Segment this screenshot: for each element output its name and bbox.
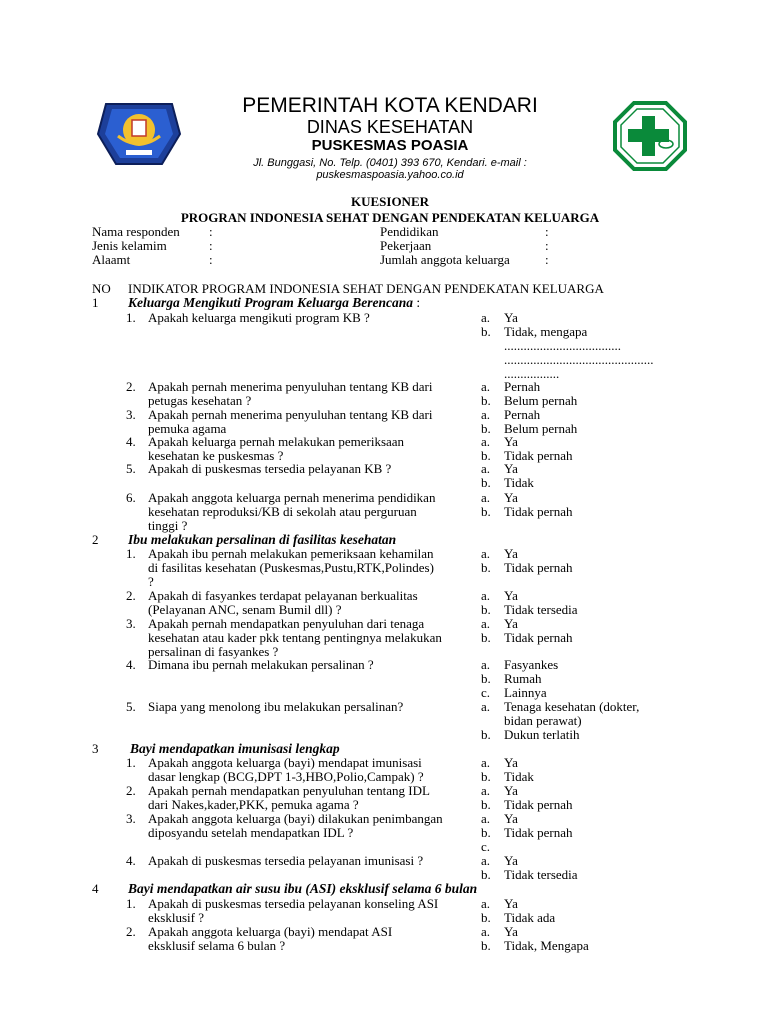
- option-letter: b.: [481, 797, 491, 812]
- question-text: eksklusif selama 6 bulan ?: [148, 938, 286, 953]
- option-text: Ya: [504, 490, 518, 505]
- answer-dots: ....................................: [504, 338, 621, 353]
- question-text: eksklusif ?: [148, 910, 204, 925]
- question-number: 5.: [126, 461, 136, 476]
- question-text: Apakah pernah menerima penyuluhan tentang KB dari: [148, 379, 433, 394]
- field-colon: :: [545, 224, 549, 239]
- section-title: Bayi mendapatkan imunisasi lengkap: [130, 741, 340, 756]
- table-head-no: NO: [92, 281, 111, 296]
- option-letter: a.: [481, 811, 491, 826]
- form-subtitle: PROGRAN INDONESIA SEHAT DENGAN PENDEKATAN KELUARGA: [180, 210, 600, 225]
- option-text: Ya: [504, 755, 518, 770]
- question-text: Apakah keluarga mengikuti program KB ?: [148, 310, 370, 325]
- question-text: (Pelayanan ANC, senam Bumil dll) ?: [148, 602, 342, 617]
- field-colon: :: [545, 252, 549, 267]
- option-text: Lainnya: [504, 685, 547, 700]
- option-letter: b.: [481, 324, 491, 339]
- option-text: Tidak: [504, 769, 534, 784]
- option-letter: b.: [481, 867, 491, 882]
- field-colon: :: [209, 224, 213, 239]
- option-letter: a.: [481, 924, 491, 939]
- question-text: Apakah di puskesmas tersedia pelayanan KB ?: [148, 461, 392, 476]
- question-text: kesehatan atau kader pkk tentang pentingnya melakukan: [148, 630, 442, 645]
- question-text: tinggi ?: [148, 518, 188, 533]
- field-pekerjaan: Pekerjaan: [380, 238, 432, 253]
- section-number: 1: [92, 295, 99, 310]
- section-number: 2: [92, 532, 99, 547]
- option-letter: a.: [481, 755, 491, 770]
- option-letter: b.: [481, 421, 491, 436]
- header-line3: PUSKESMAS POASIA: [311, 137, 469, 154]
- option-text: Ya: [504, 853, 518, 868]
- question-number: 2.: [126, 924, 136, 939]
- option-text: Rumah: [504, 671, 542, 686]
- option-letter: a.: [481, 657, 491, 672]
- header-address2: puskesmaspoasia.yahoo.co.id: [316, 169, 464, 181]
- option-letter: a.: [481, 616, 491, 631]
- option-letter: b.: [481, 630, 491, 645]
- section-title-suffix: :: [413, 295, 421, 310]
- question-text: Apakah pernah menerima penyuluhan tentang KB dari: [148, 407, 433, 422]
- option-letter: c.: [481, 685, 491, 700]
- question-number: 2.: [126, 783, 136, 798]
- question-number: 4.: [126, 657, 136, 672]
- option-letter: b.: [481, 671, 491, 686]
- option-text: Tidak tersedia: [504, 867, 578, 882]
- option-text: Tidak pernah: [504, 825, 573, 840]
- section-title: Bayi mendapatkan air susu ibu (ASI) eksklusif selama 6 bulan: [128, 881, 478, 896]
- field-nama-responden: Nama responden: [92, 224, 180, 239]
- section-title-text: Keluarga Mengikuti Program Keluarga Berencana: [128, 295, 414, 310]
- option-text: Tidak, mengapa: [504, 324, 588, 339]
- option-letter: a.: [481, 434, 491, 449]
- question-text: Apakah keluarga pernah melakukan pemeriksaan: [148, 434, 405, 449]
- option-text: bidan perawat): [504, 713, 582, 728]
- question-text: dasar lengkap (BCG,DPT 1-3,HBO,Polio,Campak) ?: [148, 769, 424, 784]
- field-colon: :: [209, 252, 213, 267]
- option-letter: b.: [481, 769, 491, 784]
- option-text: Ya: [504, 310, 518, 325]
- form-title: KUESIONER: [350, 194, 430, 209]
- option-text: Belum pernah: [504, 393, 578, 408]
- question-number: 1.: [126, 310, 136, 325]
- option-text: Tenaga kesehatan (dokter,: [504, 699, 640, 714]
- question-text: diposyandu setelah mendapatkan IDL ?: [148, 825, 354, 840]
- option-text: Ya: [504, 588, 518, 603]
- option-letter: a.: [481, 379, 491, 394]
- field-jumlah-anggota: Jumlah anggota keluarga: [380, 252, 510, 267]
- option-text: Tidak ada: [504, 910, 556, 925]
- option-text: Dukun terlatih: [504, 727, 580, 742]
- table-head-indicator: INDIKATOR PROGRAM INDONESIA SEHAT DENGAN PENDEKATAN KELUARGA: [128, 281, 604, 296]
- section-title: Ibu melakukan persalinan di fasilitas kesehatan: [128, 532, 397, 547]
- question-text: Apakah ibu pernah melakukan pemeriksaan kehamilan: [148, 546, 434, 561]
- header-line1: PEMERINTAH KOTA KENDARI: [242, 94, 538, 117]
- option-letter: a.: [481, 783, 491, 798]
- option-letter: b.: [481, 602, 491, 617]
- option-letter: b.: [481, 910, 491, 925]
- option-letter: b.: [481, 393, 491, 408]
- option-letter: b.: [481, 825, 491, 840]
- question-text: persalinan di fasyankes ?: [148, 644, 279, 659]
- right-logo: [612, 100, 688, 172]
- option-text: Tidak: [504, 475, 534, 490]
- option-text: Pernah: [504, 379, 541, 394]
- header-address1: Jl. Bunggasi, No. Telp. (0401) 393 670, Kendari. e-mail :: [253, 157, 527, 169]
- option-letter: a.: [481, 546, 491, 561]
- question-number: 3.: [126, 811, 136, 826]
- question-text: petugas kesehatan ?: [148, 393, 252, 408]
- question-text: Apakah di puskesmas tersedia pelayanan imunisasi ?: [148, 853, 424, 868]
- question-number: 3.: [126, 616, 136, 631]
- answer-dots: .................: [504, 366, 560, 381]
- option-letter: b.: [481, 475, 491, 490]
- question-number: 2.: [126, 588, 136, 603]
- option-text: Belum pernah: [504, 421, 578, 436]
- field-colon: :: [209, 238, 213, 253]
- question-number: 2.: [126, 379, 136, 394]
- option-text: Ya: [504, 461, 518, 476]
- option-letter: b.: [481, 560, 491, 575]
- option-text: Ya: [504, 811, 518, 826]
- question-number: 1.: [126, 896, 136, 911]
- option-letter: a.: [481, 896, 491, 911]
- option-text: Tidak pernah: [504, 630, 573, 645]
- field-jenis-kelamin: Jenis kelamim: [92, 238, 167, 253]
- option-text: Pernah: [504, 407, 541, 422]
- option-letter: b.: [481, 727, 491, 742]
- option-letter: a.: [481, 853, 491, 868]
- question-text: Siapa yang menolong ibu melakukan persalinan?: [148, 699, 404, 714]
- question-text: Apakah anggota keluarga (bayi) mendapat imunisasi: [148, 755, 422, 770]
- option-text: Ya: [504, 434, 518, 449]
- option-letter: a.: [481, 310, 491, 325]
- question-number: 1.: [126, 546, 136, 561]
- question-text: kesehatan reproduksi/KB di sekolah atau perguruan: [148, 504, 417, 519]
- option-text: Ya: [504, 546, 518, 561]
- question-text: dari Nakes,kader,PKK, pemuka agama ?: [148, 797, 359, 812]
- question-text: Apakah anggota keluarga (bayi) mendapat ASI: [148, 924, 393, 939]
- question-text: ?: [148, 574, 154, 589]
- option-text: Tidak pernah: [504, 504, 573, 519]
- question-text: pemuka agama: [148, 421, 227, 436]
- option-letter: a.: [481, 699, 491, 714]
- section-title: [128, 296, 420, 310]
- section-number: 3: [92, 741, 99, 756]
- option-letter: b.: [481, 448, 491, 463]
- field-pendidikan: Pendidikan: [380, 224, 439, 239]
- option-letter: a.: [481, 407, 491, 422]
- question-number: 3.: [126, 407, 136, 422]
- option-text: Ya: [504, 896, 518, 911]
- option-text: Tidak pernah: [504, 797, 573, 812]
- question-number: 1.: [126, 755, 136, 770]
- option-letter: a.: [481, 490, 491, 505]
- question-number: 4.: [126, 434, 136, 449]
- question-text: Apakah anggota keluarga (bayi) dilakukan penimbangan: [148, 811, 443, 826]
- field-colon: :: [545, 238, 549, 253]
- answer-dots: ..............................................: [504, 352, 654, 367]
- option-text: Ya: [504, 616, 518, 631]
- option-text: Ya: [504, 924, 518, 939]
- question-number: 5.: [126, 699, 136, 714]
- question-number: 4.: [126, 853, 136, 868]
- question-text: Apakah pernah mendapatkan penyuluhan dari tenaga: [148, 616, 425, 631]
- header-line2: DINAS KESEHATAN: [306, 117, 474, 137]
- option-letter: b.: [481, 938, 491, 953]
- option-text: Fasyankes: [504, 657, 559, 672]
- option-letter: a.: [481, 588, 491, 603]
- option-text: Tidak pernah: [504, 560, 573, 575]
- question-text: Apakah pernah mendapatkan penyuluhan tentang IDL: [148, 783, 430, 798]
- option-text: Tidak pernah: [504, 448, 573, 463]
- option-text: Tidak tersedia: [504, 602, 578, 617]
- question-text: Apakah di fasyankes terdapat pelayanan berkualitas: [148, 588, 418, 603]
- option-letter: c.: [481, 839, 491, 854]
- question-text: Apakah di puskesmas tersedia pelayanan konseling ASI: [148, 896, 439, 911]
- question-text: Apakah anggota keluarga pernah menerima pendidikan: [148, 490, 436, 505]
- option-letter: a.: [481, 461, 491, 476]
- option-letter: b.: [481, 504, 491, 519]
- left-logo: [96, 100, 182, 168]
- question-text: di fasilitas kesehatan (Puskesmas,Pustu,RTK,Polindes): [148, 560, 434, 575]
- question-text: Dimana ibu pernah melakukan persalinan ?: [148, 657, 374, 672]
- question-text: kesehatan ke puskesmas ?: [148, 448, 284, 463]
- section-number: 4: [92, 881, 99, 896]
- question-number: 6.: [126, 490, 136, 505]
- option-text: Ya: [504, 783, 518, 798]
- option-text: Tidak, Mengapa: [504, 938, 589, 953]
- field-alamat: Alaamt: [92, 252, 131, 267]
